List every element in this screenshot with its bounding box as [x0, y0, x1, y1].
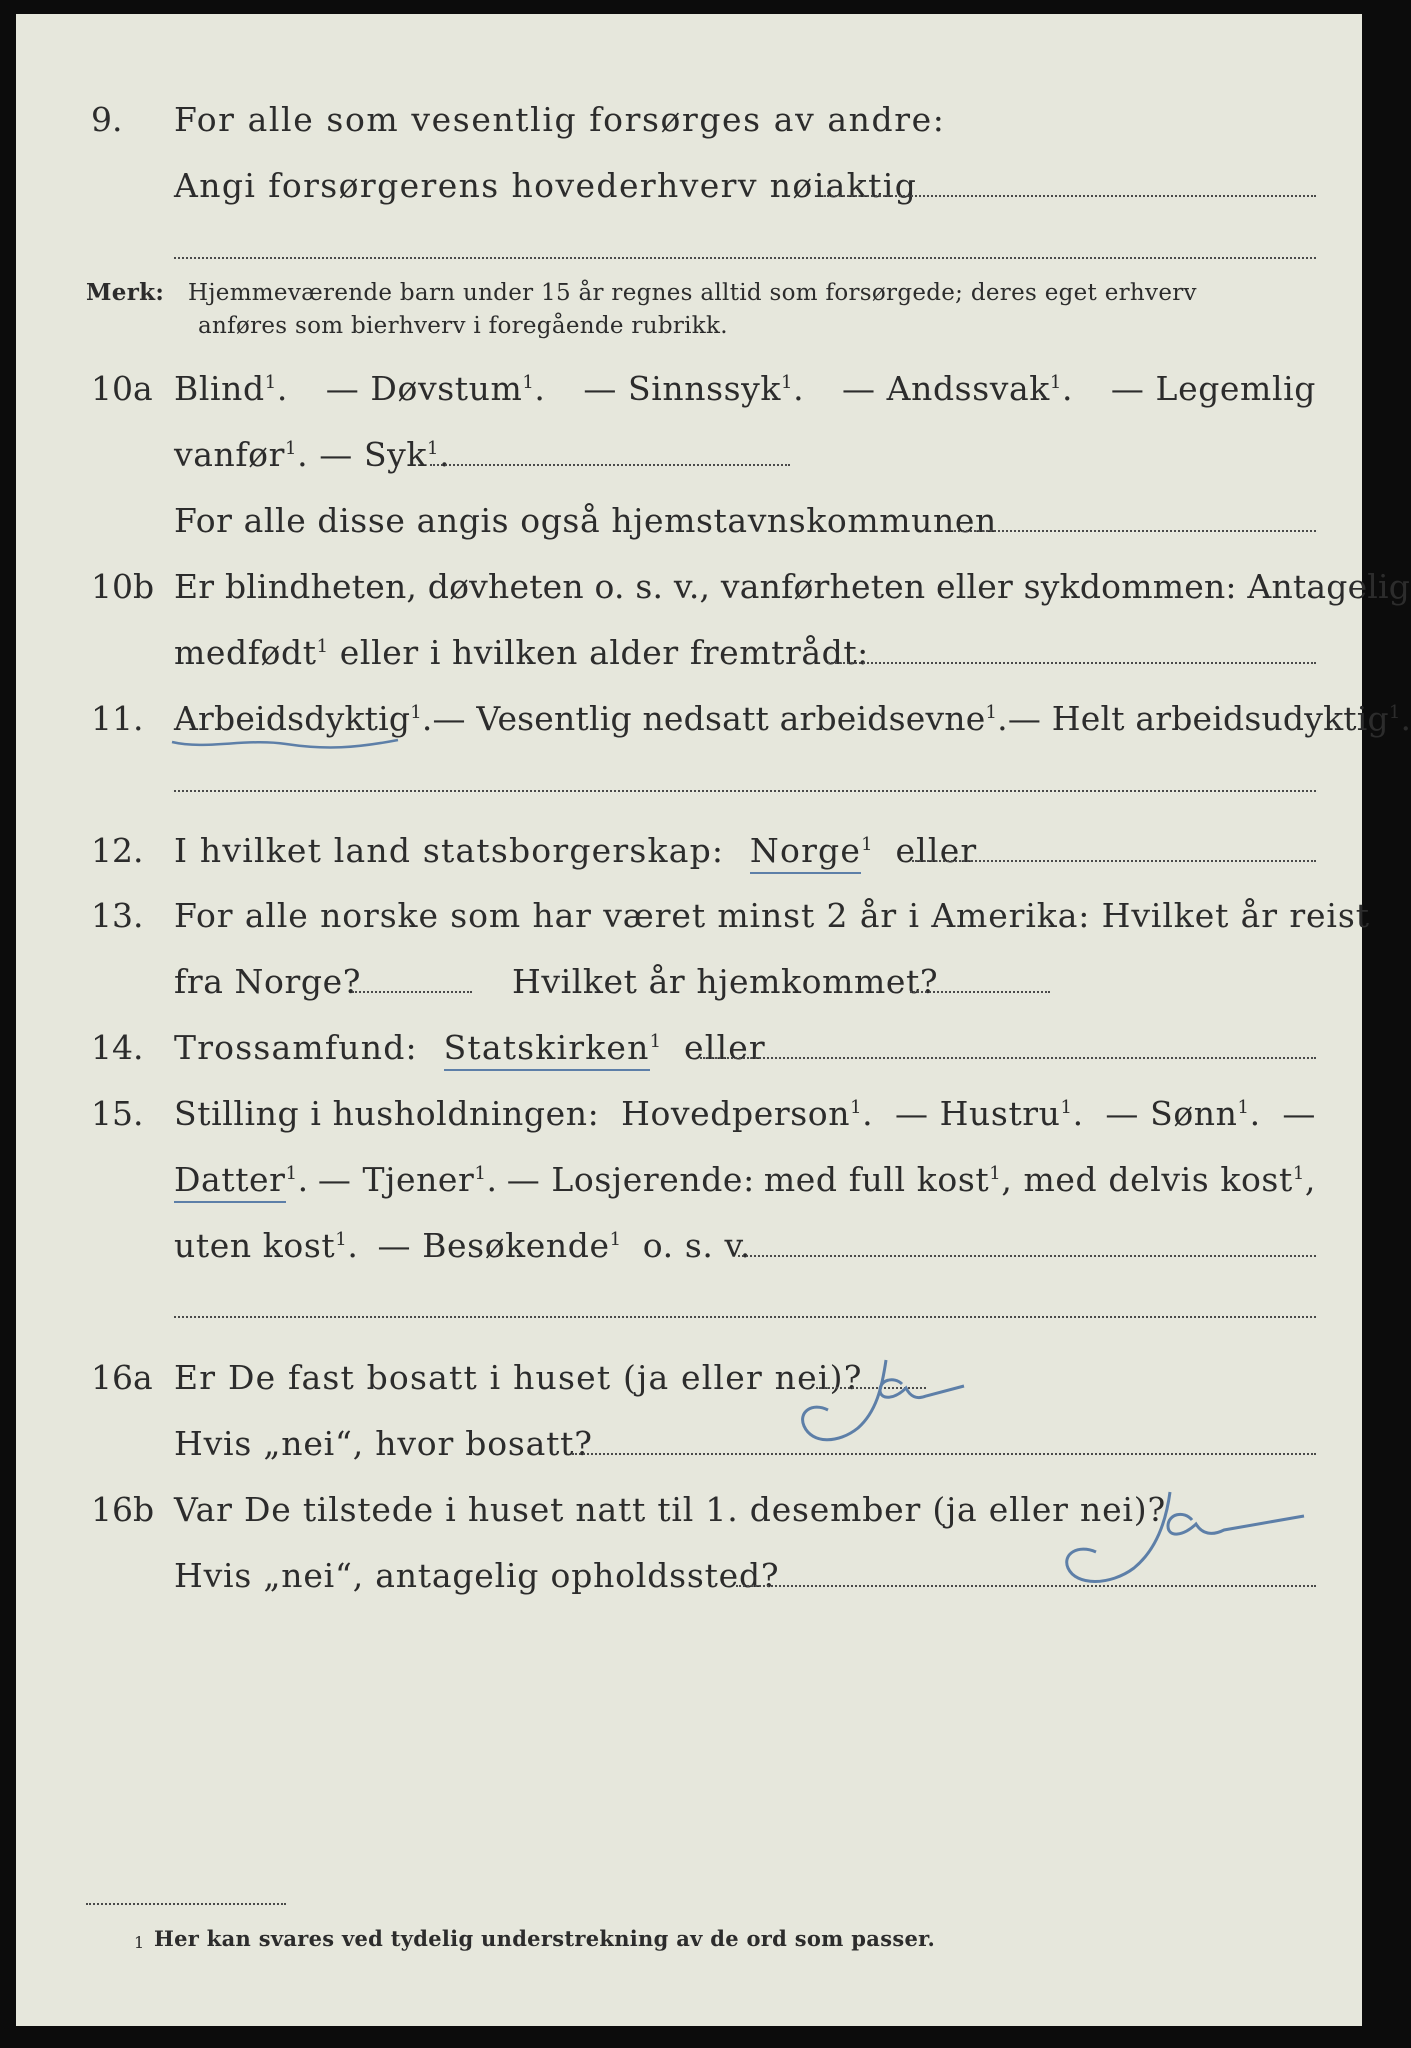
q10a-line1 — [174, 369, 1316, 409]
q13-line1: For alle norske som har været minst 2 år i Amerika: Hvilket år reist — [174, 896, 1370, 935]
q10a-legemlig[interactable]: — Legemlig — [1110, 369, 1316, 408]
q16a-number: 16a — [91, 1358, 153, 1397]
q13-number: 13. — [91, 896, 144, 935]
q16a-line1: Er De fast bosatt i huset (ja eller nei)? — [174, 1358, 863, 1397]
q10a-line2 — [174, 435, 450, 475]
q10a-syk[interactable]: — Syk$^1$. — [319, 435, 451, 474]
q10b-medfodt[interactable]: medfødt$^1$ — [174, 633, 329, 672]
q12-eller: eller — [895, 831, 978, 870]
q14-eller: eller — [683, 1028, 766, 1067]
footnote-separator — [86, 1903, 286, 1905]
q12-answer-line[interactable] — [912, 860, 1316, 862]
q16b-handwritten-answer — [1006, 1472, 1326, 1602]
q9-line1: For alle som vesentlig forsørges av andre: — [174, 100, 946, 139]
q10b-line2 — [174, 633, 869, 673]
q15-line1 — [174, 1094, 1316, 1134]
q15-hovedperson[interactable]: Hovedperson$^1$. — [621, 1094, 874, 1133]
q11-arbeidsdyktig[interactable]: Arbeidsdyktig$^1$. — [174, 699, 433, 738]
q14-line — [174, 1028, 766, 1068]
q11-handwritten-underline — [166, 734, 406, 754]
q15-line3 — [174, 1226, 751, 1266]
footnote-mark: 1 — [134, 1933, 145, 1952]
svg-text:Ja: Ja — [1216, 1512, 1217, 1513]
q10a-dovstum[interactable]: — Døvstum$^1$. — [325, 369, 546, 408]
q15-number: 15. — [91, 1094, 144, 1133]
q13-line2a: fra Norge? — [174, 962, 362, 1001]
q11-extra-answer-line[interactable] — [174, 790, 1316, 792]
q10a-syk-answer-line[interactable] — [430, 464, 790, 466]
q12-number: 12. — [91, 831, 144, 870]
merk-line2: anføres som bierhverv i foregående rubrikk. — [198, 313, 728, 339]
q10a-andssvak[interactable]: — Andssvak$^1$. — [841, 369, 1074, 408]
q15-osv: o. s. v. — [642, 1226, 751, 1265]
q15-tjener[interactable]: — Tjener$^1$. — [317, 1160, 498, 1199]
q14-statskirken[interactable]: Statskirken$^1$ — [444, 1028, 663, 1067]
q14-answer-line[interactable] — [700, 1057, 1316, 1059]
q15-full-kost[interactable]: med full kost$^1$, med delvis kost$^1$, — [763, 1160, 1316, 1199]
q16a-handwritten-answer — [776, 1340, 976, 1460]
merk-label: Merk: — [86, 279, 165, 306]
q13-line2b: Hvilket år hjemkommet? — [512, 962, 939, 1001]
q15-datter[interactable]: Datter$^1$. — [174, 1160, 309, 1200]
q10a-vanfor[interactable]: vanfør$^1$. — [174, 435, 309, 474]
q10a-sinnssyk[interactable]: — Sinnssyk$^1$. — [583, 369, 805, 408]
q10b-answer-line[interactable] — [828, 662, 1316, 664]
q15-question: Stilling i husholdningen: — [174, 1094, 600, 1133]
q16b-line2: Hvis „nei“, antagelig opholdssted? — [174, 1556, 780, 1595]
q10a-blind[interactable]: Blind$^1$. — [174, 369, 288, 408]
q15-hustru[interactable]: — Hustru$^1$. — [894, 1094, 1084, 1133]
q16b-opholdssted-answer-line[interactable] — [736, 1585, 1316, 1587]
q15-extra-answer-line[interactable] — [174, 1316, 1316, 1318]
q15-besokende[interactable]: — Besøkende$^1$ — [377, 1226, 622, 1265]
q15-dash: — — [1282, 1094, 1316, 1133]
census-form-page — [16, 14, 1411, 2026]
q13-hjemkommet-answer-line[interactable] — [910, 991, 1050, 993]
q9-answer-line[interactable] — [824, 195, 1316, 197]
q10a-hjemstavn-answer-line[interactable] — [954, 530, 1316, 532]
q16b-number: 16b — [91, 1490, 155, 1529]
q9-extra-answer-line[interactable] — [174, 257, 1316, 259]
q16b-line1: Var De tilstede i huset natt til 1. desember (ja eller nei)? — [174, 1490, 1166, 1529]
q11-udyktig[interactable]: — Helt arbeidsudyktig$^1$. — [1007, 699, 1411, 738]
q9-line2: Angi forsørgerens hovederhverv nøiaktig — [174, 166, 918, 205]
q15-uten-kost[interactable]: uten kost$^1$. — [174, 1226, 359, 1265]
q11-line — [174, 699, 1411, 739]
svg-text:Ja: Ja — [926, 1380, 927, 1381]
q12-line — [174, 831, 977, 871]
merk-line1: Hjemmeværende barn under 15 år regnes alltid som forsørgede; deres eget erhverv — [188, 280, 1197, 306]
q14-question: Trossamfund: — [174, 1028, 418, 1067]
footnote-text: Her kan svares ved tydelig understrekning av de ord som passer. — [154, 1926, 936, 1951]
q10a-number: 10a — [91, 369, 153, 408]
q9-number: 9. — [91, 100, 123, 139]
q16a-bosatt-answer-line[interactable] — [572, 1453, 1316, 1455]
q11-number: 11. — [91, 699, 144, 738]
q10a-line3: For alle disse angis også hjemstavnskommunen — [174, 501, 997, 540]
q11-nedsatt[interactable]: — Vesentlig nedsatt arbeidsevne$^1$. — [432, 699, 1008, 738]
q10b-line1: Er blindheten, døvheten o. s. v., vanførheten eller sykdommen: Antagelig — [174, 567, 1411, 606]
q12-question: I hvilket land statsborgerskap: — [174, 831, 725, 870]
q10b-alder-label: eller i hvilken alder fremtrådt: — [339, 633, 869, 672]
q15-answer-line[interactable] — [738, 1255, 1316, 1257]
q16a-line2: Hvis „nei“, hvor bosatt? — [174, 1424, 593, 1463]
q15-sonn[interactable]: — Sønn$^1$. — [1105, 1094, 1261, 1133]
q14-number: 14. — [91, 1028, 144, 1067]
q10b-number: 10b — [91, 567, 155, 606]
q15-losjerende: — Losjerende: — [506, 1160, 755, 1199]
q13-reist-answer-line[interactable] — [352, 991, 472, 993]
q15-line2 — [174, 1160, 1316, 1200]
q12-norge[interactable]: Norge$^1$ — [750, 831, 874, 870]
